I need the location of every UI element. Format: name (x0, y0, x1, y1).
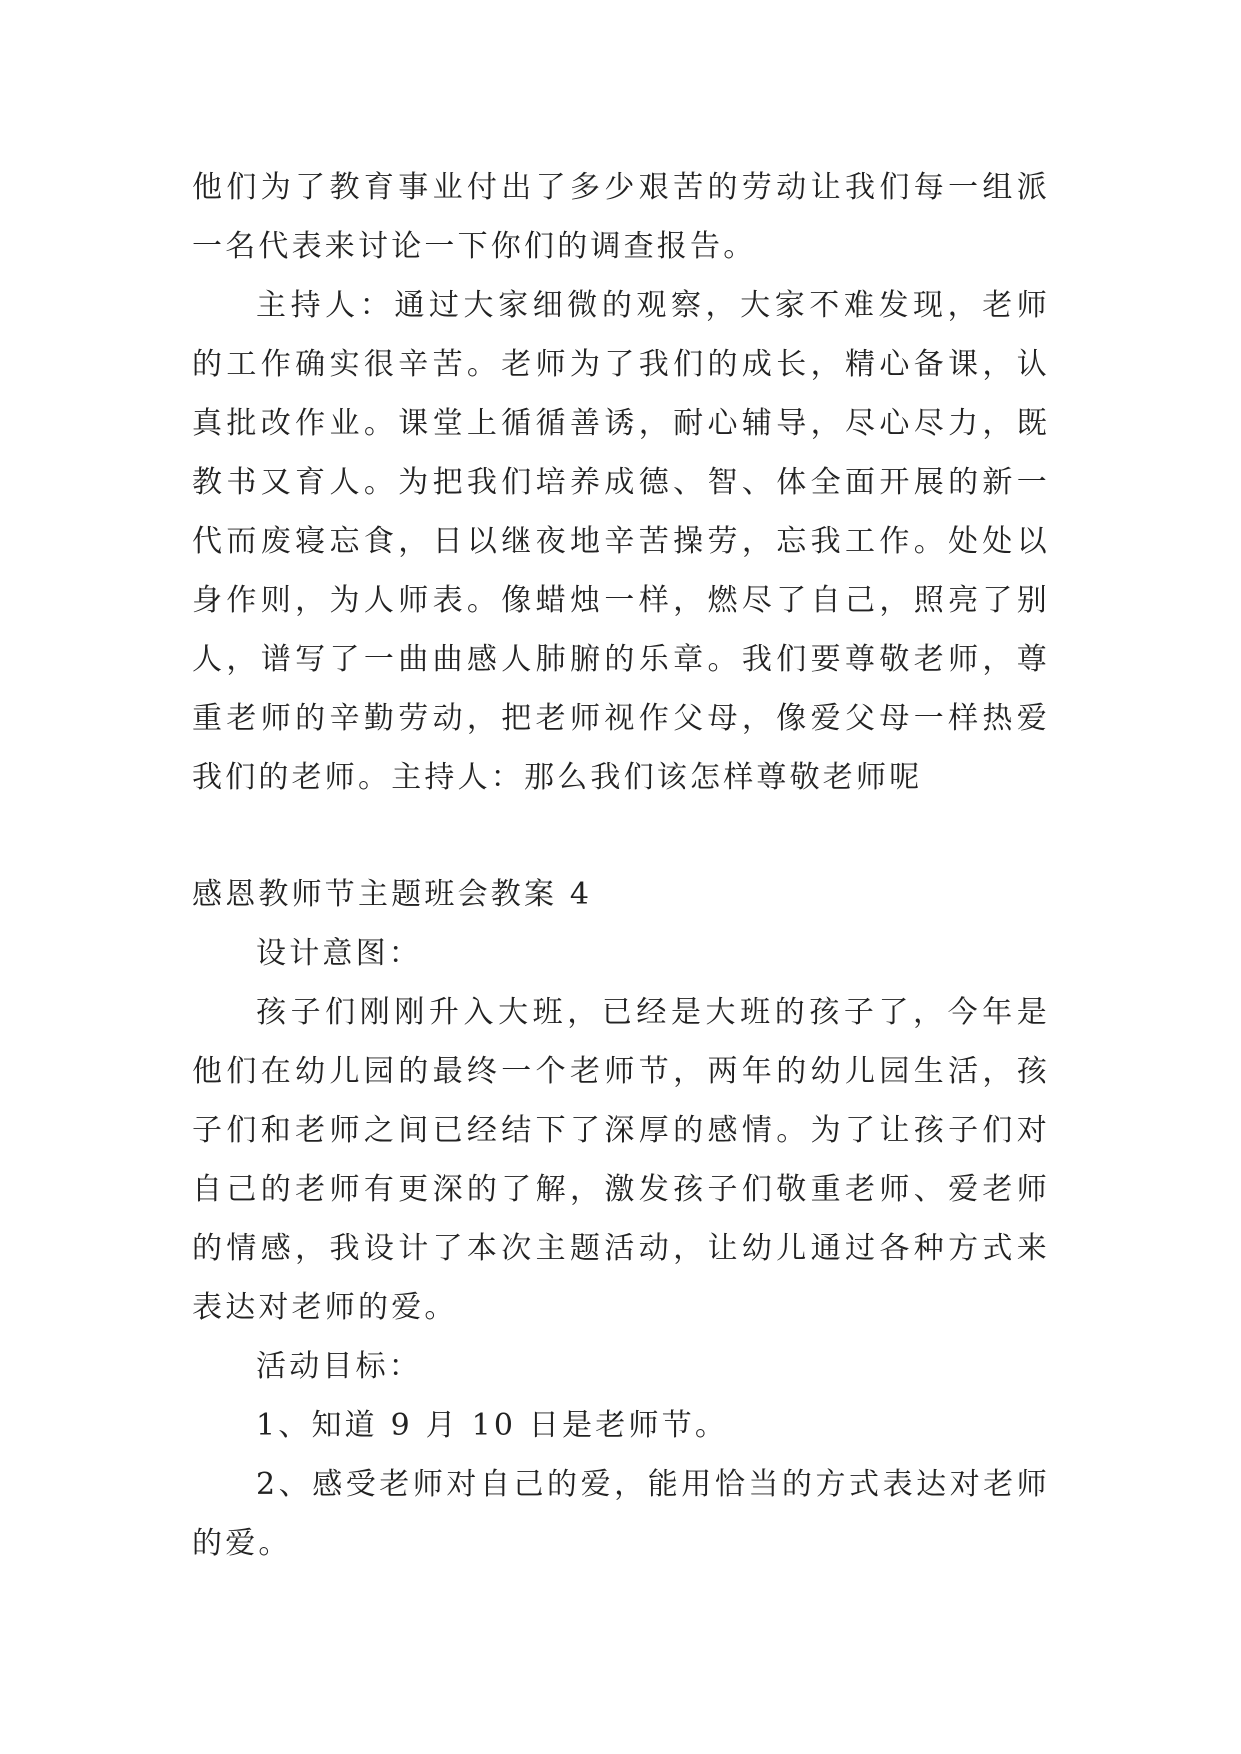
design-intent-heading: 设计意图： (256, 936, 422, 971)
goals-heading: 活动目标： (256, 1349, 422, 1384)
continuation-text (192, 158, 1050, 807)
paragraph: 他们为了教育事业付出了多少艰苦的劳动让我们每一组派一名代表来讨论一下你们的调查报告。 (192, 170, 1050, 264)
design-intent-body: 孩子们刚刚升入大班，已经是大班的孩子了，今年是他们在幼儿园的最终一个老师节，两年的幼儿园生活，孩子们和老师之间已经结下了深厚的感情。为了让孩子们对自己的老师有更深的了解，激发孩子们敬重老师、爱老师的情感，我设计了本次主题活动，让幼儿通过各种方式来表达对老师的爱。 (192, 995, 1050, 1325)
lesson-plan-section (192, 865, 1050, 1573)
goal-item: 2、感受老师对自己的爱，能用恰当的方式表达对老师的爱。 (192, 1467, 1050, 1561)
paragraph: 主持人：通过大家细微的观察，大家不难发现，老师的工作确实很辛苦。老师为了我们的成长，精心备课，认真批改作业。课堂上循循善诱，耐心辅导，尽心尽力，既教书又育人。为把我们培养成德、智、体全面开展的新一代而废寝忘食，日以继夜地辛苦操劳，忘我工作。处处以身作则，为人师表。像蜡烛一样，燃尽了自己，照亮了别人，谱写了一曲曲感人肺腑的乐章。我们要尊敬老师，尊重老师的辛勤劳动，把老师视作父母，像爱父母一样热爱我们的老师。主持人：那么我们该怎样尊敬老师呢 (192, 288, 1050, 795)
section-title: 感恩教师节主题班会教案 4 (192, 877, 593, 912)
goal-item: 1、知道 9 月 10 日是老师节。 (256, 1408, 729, 1443)
